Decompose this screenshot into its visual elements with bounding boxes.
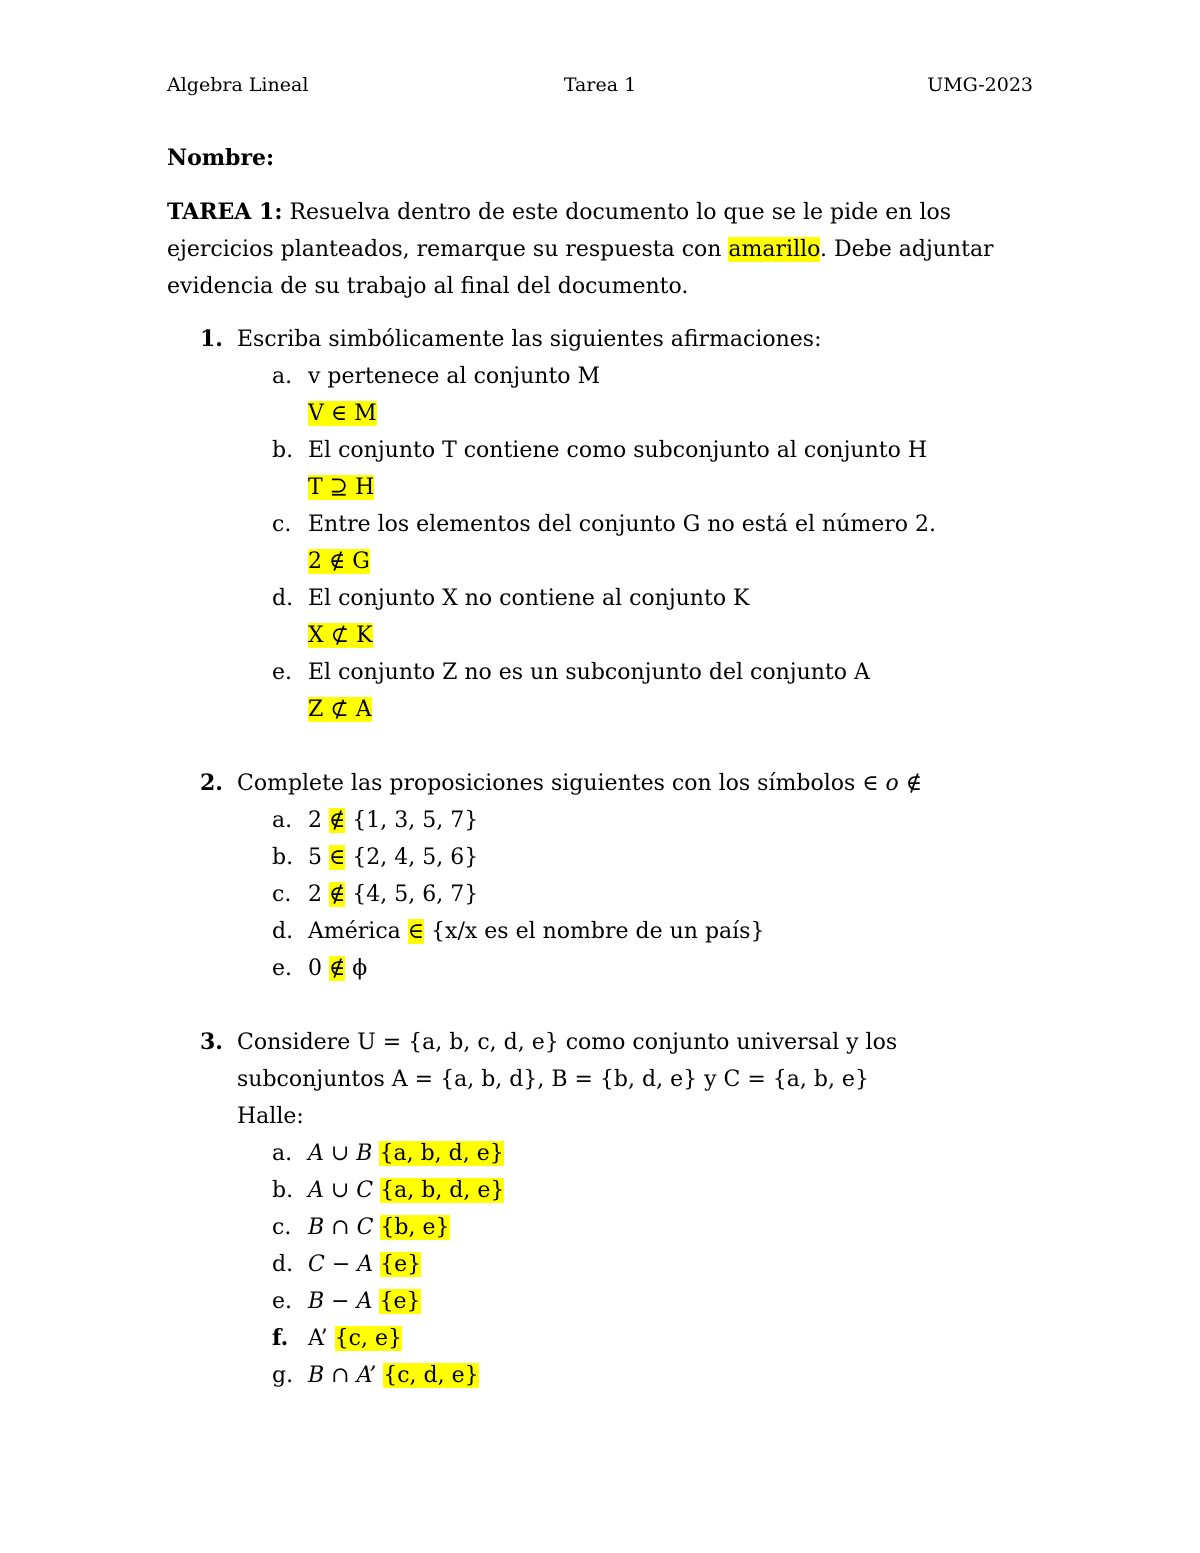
item-pre: 5	[308, 845, 329, 870]
answer-highlight: {c, d, e}	[383, 1363, 479, 1388]
item-text: Entre los elementos del conjunto G no está el número 2.	[308, 512, 937, 537]
item-letter: c.	[272, 882, 292, 907]
intro-text-before: Resuelva dentro de este documento lo que se le pide en los ejercicios planteados, remarque su respuesta con	[167, 200, 952, 262]
list-item	[237, 1283, 1047, 1320]
intro-text-after: . Debe adjuntar evidencia de su trabajo al final del documento.	[167, 237, 994, 299]
answer-highlight: ∉	[329, 808, 346, 833]
item-text: v pertenece al conjunto M	[308, 364, 601, 389]
list-item	[237, 802, 1047, 839]
list-item	[237, 950, 1047, 987]
list-item	[237, 1135, 1047, 1172]
question-text-line-2: subconjuntos A = {a, b, d}, B = {b, d, e} y C = {a, b, e}	[237, 1067, 869, 1092]
list-item	[237, 506, 1047, 580]
list-item	[237, 432, 1047, 506]
question-text: Escriba simbólicamente las siguientes afirmaciones:	[237, 327, 822, 352]
header-institution: UMG-2023	[927, 74, 1033, 96]
answer-highlight: {c, e}	[334, 1326, 402, 1351]
item-letter: b.	[272, 438, 294, 463]
intro-paragraph	[167, 194, 1047, 305]
header-course: Algebra Lineal	[167, 74, 309, 96]
answer-highlight: {a, b, d, e}	[380, 1178, 505, 1203]
question-number: 2.	[200, 770, 223, 796]
item-letter: a.	[272, 364, 293, 389]
item-letter: e.	[272, 956, 293, 981]
list-item	[237, 358, 1047, 432]
question-2-items	[237, 802, 1047, 987]
item-letter: a.	[272, 1141, 293, 1166]
set-expression: C − A	[308, 1252, 374, 1277]
question-1	[167, 321, 1047, 728]
set-expression: B ∩ A’	[308, 1363, 377, 1388]
item-letter: b.	[272, 1178, 294, 1203]
item-letter: d.	[272, 586, 294, 611]
question-text	[237, 765, 1047, 802]
item-letter: e.	[272, 660, 293, 685]
answer-highlight: ∈	[407, 919, 425, 944]
list-item	[237, 654, 1047, 728]
set-expression: A ∪ B	[308, 1141, 373, 1166]
answer-highlight: {e}	[379, 1289, 421, 1314]
set-expression: A ∪ C	[308, 1178, 374, 1203]
list-item	[237, 913, 1047, 950]
item-text: El conjunto X no contiene al conjunto K	[308, 586, 750, 611]
nombre-label: Nombre:	[167, 145, 275, 171]
item-post: {4, 5, 6, 7}	[345, 882, 479, 907]
page-header	[167, 70, 1033, 100]
question-symbols: ∈ o ∉	[862, 771, 923, 796]
answer-highlight: ∉	[329, 882, 346, 907]
item-letter: c.	[272, 1215, 292, 1240]
intro-highlight: amarillo	[728, 237, 820, 262]
list-item	[237, 839, 1047, 876]
item-text: El conjunto T contiene como subconjunto al conjunto H	[308, 438, 928, 463]
list-item	[237, 1357, 1047, 1394]
set-expression: B ∩ C	[308, 1215, 374, 1240]
item-letter: d.	[272, 1252, 294, 1277]
answer-highlight: X ⊄ K	[308, 623, 373, 648]
item-letter: b.	[272, 845, 294, 870]
answer-highlight: Z ⊄ A	[308, 697, 372, 722]
question-text-line-3: Halle:	[237, 1104, 304, 1129]
question-text-line-1: Considere U = {a, b, c, d, e} como conjunto universal y los	[237, 1030, 898, 1055]
item-letter: f.	[272, 1325, 289, 1351]
list-item	[237, 1172, 1047, 1209]
question-number: 3.	[200, 1029, 223, 1055]
item-letter: a.	[272, 808, 293, 833]
list-item	[237, 876, 1047, 913]
set-expression: A’	[308, 1326, 328, 1351]
list-item	[237, 1209, 1047, 1246]
document-body	[167, 140, 1047, 1394]
item-post: ϕ	[345, 956, 368, 981]
list-item	[237, 1246, 1047, 1283]
set-expression: B − A	[308, 1289, 373, 1314]
question-text-main: Complete las proposiciones siguientes con los símbolos	[237, 771, 863, 796]
answer-highlight: T ⊇ H	[308, 475, 375, 500]
intro-title: TAREA 1:	[167, 199, 283, 225]
item-pre: 2	[308, 882, 329, 907]
item-letter: c.	[272, 512, 292, 537]
list-item	[237, 580, 1047, 654]
item-post: {2, 4, 5, 6}	[345, 845, 479, 870]
item-pre: 0	[308, 956, 329, 981]
answer-highlight: ∈	[329, 845, 346, 870]
item-pre: 2	[308, 808, 329, 833]
list-item	[237, 1320, 1047, 1357]
item-letter: g.	[272, 1363, 294, 1388]
question-3-items	[237, 1135, 1047, 1394]
answer-highlight: {a, b, d, e}	[379, 1141, 504, 1166]
question-number: 1.	[200, 326, 223, 352]
item-pre: América	[308, 919, 408, 944]
item-text: El conjunto Z no es un subconjunto del conjunto A	[308, 660, 870, 685]
question-1-items	[237, 358, 1047, 728]
question-2	[167, 765, 1047, 987]
header-assignment: Tarea 1	[563, 74, 637, 96]
item-letter: d.	[272, 919, 294, 944]
answer-highlight: {e}	[380, 1252, 422, 1277]
answer-highlight: ∉	[329, 956, 346, 981]
item-post: {x/x es el nombre de un país}	[424, 919, 765, 944]
question-3	[167, 1024, 1047, 1394]
answer-highlight: {b, e}	[380, 1215, 450, 1240]
answer-highlight: 2 ∉ G	[308, 549, 370, 574]
item-post: {1, 3, 5, 7}	[345, 808, 479, 833]
item-letter: e.	[272, 1289, 293, 1314]
answer-highlight: V ∈ M	[308, 401, 377, 426]
